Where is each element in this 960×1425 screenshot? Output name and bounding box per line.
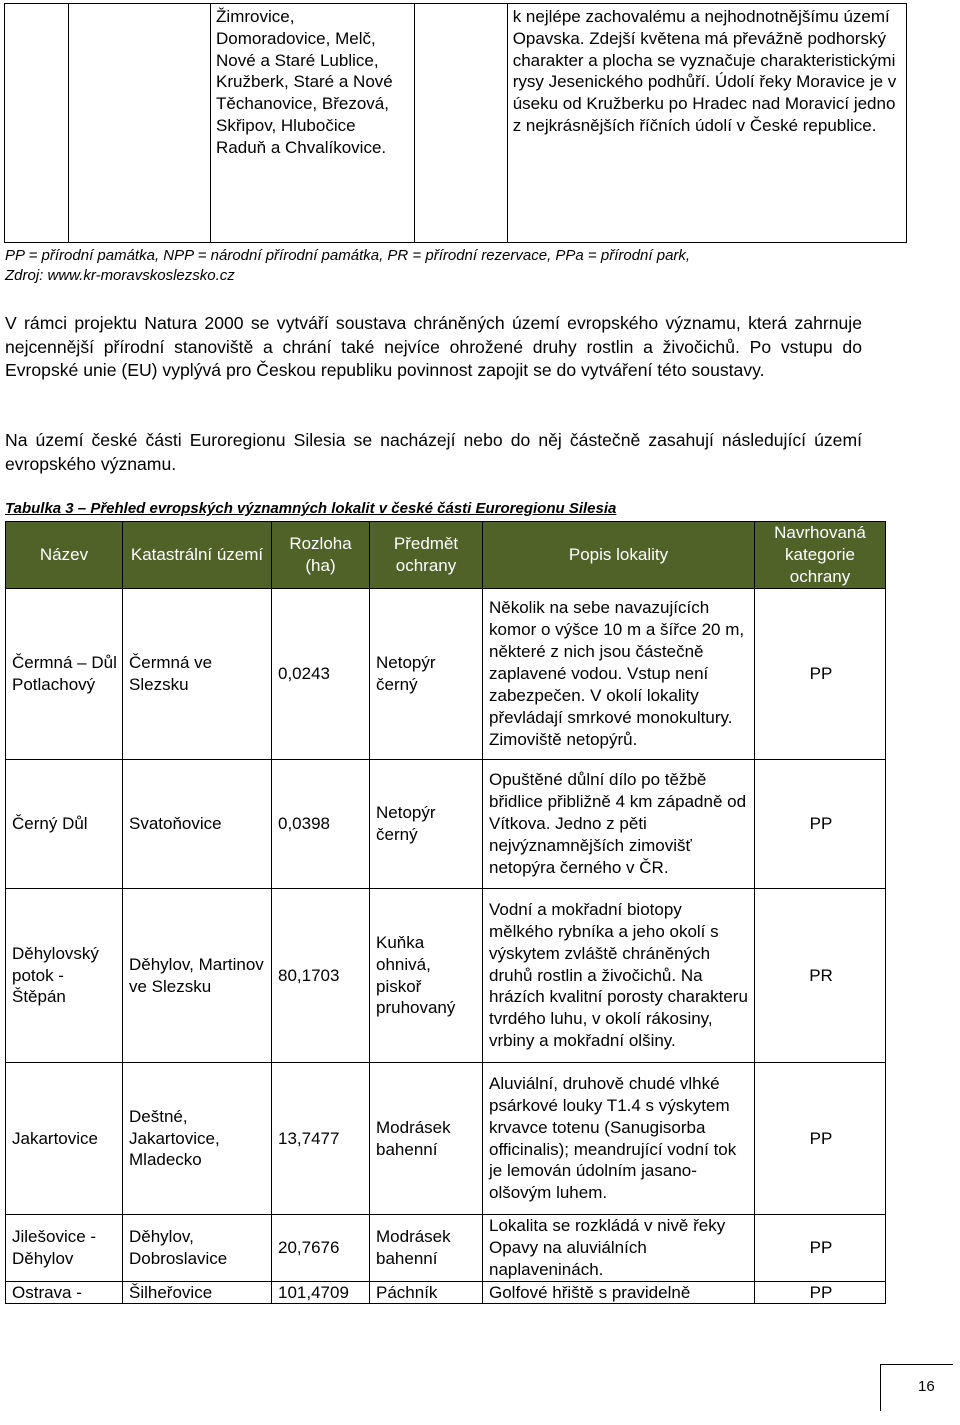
- site-subject: Netopýr černý: [370, 760, 483, 889]
- site-name: Děhylovský potok - Štěpán: [6, 889, 123, 1063]
- site-cadastre: Svatoňovice: [123, 760, 272, 889]
- table-row: [6, 760, 886, 889]
- table-row: [6, 889, 886, 1063]
- table-cell: [5, 4, 69, 243]
- table-cell: [68, 4, 210, 243]
- header-cadastre: Katastrální území: [123, 522, 272, 589]
- site-cadastre: Deštné, Jakartovice, Mladecko: [123, 1063, 272, 1215]
- site-name: Ostrava -: [6, 1282, 123, 1304]
- site-category: PP: [755, 1063, 886, 1215]
- site-subject: Páchník: [370, 1282, 483, 1304]
- site-area: 0,0243: [272, 589, 370, 760]
- site-area: 20,7676: [272, 1215, 370, 1282]
- site-description: Aluviální, druhově chudé vlhké psárkové louky T1.4 s výskytem krvavce totenu (Sanugisorba officinalis); meandrující vodní tok je lemován údolním jasano-olšovým luhem.: [483, 1063, 755, 1215]
- site-area: 13,7477: [272, 1063, 370, 1215]
- sites-table: [5, 521, 886, 1304]
- site-description: Vodní a mokřadní biotopy mělkého rybníka a jeho okolí s výskytem zvláště chráněných druhů rostlin a živočichů. Na hrázích kvalitní porosty charakteru tvrdého luhu, v okolí rákosiny, vrbiny a mokřadní olšiny.: [483, 889, 755, 1063]
- page-number-box: [880, 1364, 953, 1411]
- site-area: 101,4709: [272, 1282, 370, 1304]
- site-category: PR: [755, 889, 886, 1063]
- table-note: [5, 246, 865, 285]
- site-category: PP: [755, 1215, 886, 1282]
- table-row: [6, 1282, 886, 1304]
- site-subject: Netopýr černý: [370, 589, 483, 760]
- site-description: Golfové hřiště s pravidelně: [483, 1282, 755, 1304]
- header-description: Popis lokality: [483, 522, 755, 589]
- header-area: Rozloha (ha): [272, 522, 370, 589]
- site-name: Jilešovice - Děhylov: [6, 1215, 123, 1282]
- site-name: Černý Důl: [6, 760, 123, 889]
- site-subject: Modrásek bahenní: [370, 1063, 483, 1215]
- table-row: [6, 589, 886, 760]
- table-caption: Tabulka 3 – Přehled evropských významných lokalit v české části Euroregionu Silesia: [5, 500, 617, 517]
- site-category: PP: [755, 589, 886, 760]
- page-number: 16: [918, 1378, 935, 1395]
- site-cadastre: Děhylov, Dobroslavice: [123, 1215, 272, 1282]
- table-cell: [414, 4, 507, 243]
- paragraph-natura: V rámci projektu Natura 2000 se vytváří soustava chráněných území evropského významu, která zahrnuje nejcennější přírodní stanoviště a chrání také nejvíce ohrožené druhy rostlin a živočichů. Po vstupu do Evropské unie (EU) vyplývá pro Českou republiku povinnost zapojit se do vytváření této soustavy.: [5, 313, 862, 380]
- source-note: Zdroj: www.kr-moravskoslezsko.cz: [5, 266, 235, 284]
- header-name: Název: [6, 522, 123, 589]
- site-cadastre: Šilheřovice: [123, 1282, 272, 1304]
- abbreviations-note: PP = přírodní památka, NPP = národní přírodní památka, PR = přírodní rezervace, PPa = přírodní park,: [5, 247, 691, 264]
- table-row: [6, 1215, 886, 1282]
- site-cadastre: Děhylov, Martinov ve Slezsku: [123, 889, 272, 1063]
- site-area: 0,0398: [272, 760, 370, 889]
- description-cell: k nejlépe zachovalému a nejhodnotnějšímu území Opavska. Zdejší květena má převážně podhorský charakter a plocha se vyznačuje charakteristickými rysy Jesenického podhůří. Údolí řeky Moravice je v úseku od Kružberku po Hradec nad Moravicí jedno z nejkrásnějších říčních údolí v České republice.: [507, 4, 906, 243]
- header-subject: Předmět ochrany: [370, 522, 483, 589]
- table-header-row: [6, 522, 886, 589]
- continued-table-row: [5, 4, 907, 243]
- site-description: Opuštěné důlní dílo po těžbě břidlice přibližně 4 km západně od Vítkova. Jedno z pěti nejvýznamnějších zimovišť netopýra černého v ČR.: [483, 760, 755, 889]
- paragraph-sites: Na území české části Euroregionu Silesia se nacházejí nebo do něj částečně zasahují následující území evropského významu.: [5, 430, 862, 474]
- site-area: 80,1703: [272, 889, 370, 1063]
- site-description: Několik na sebe navazujících komor o výšce 10 m a šířce 20 m, některé z nich jsou částečně zaplavené vodou. Vstup není zabezpečen. V okolí lokality převládají smrkové monokultury. Zimoviště netopýrů.: [483, 589, 755, 760]
- table-row: [6, 1063, 886, 1215]
- site-subject: Kuňka ohnivá, piskoř pruhovaný: [370, 889, 483, 1063]
- municipalities-cell: Žimrovice, Domoradovice, Melč, Nové a Staré Lublice, Kružberk, Staré a Nové Těchanovice, Březová, Skřipov, Hlubočice Raduň a Chvalíkovice.: [211, 4, 415, 243]
- site-cadastre: Čermná ve Slezsku: [123, 589, 272, 760]
- site-category: PP: [755, 1282, 886, 1304]
- site-name: Jakartovice: [6, 1063, 123, 1215]
- header-category: Navrhovaná kategorie ochrany: [755, 522, 886, 589]
- site-subject: Modrásek bahenní: [370, 1215, 483, 1282]
- site-description: Lokalita se rozkládá v nivě řeky Opavy na aluviálních naplaveninách.: [483, 1215, 755, 1282]
- site-name: Čermná – Důl Potlachový: [6, 589, 123, 760]
- continued-table: [4, 3, 907, 243]
- site-category: PP: [755, 760, 886, 889]
